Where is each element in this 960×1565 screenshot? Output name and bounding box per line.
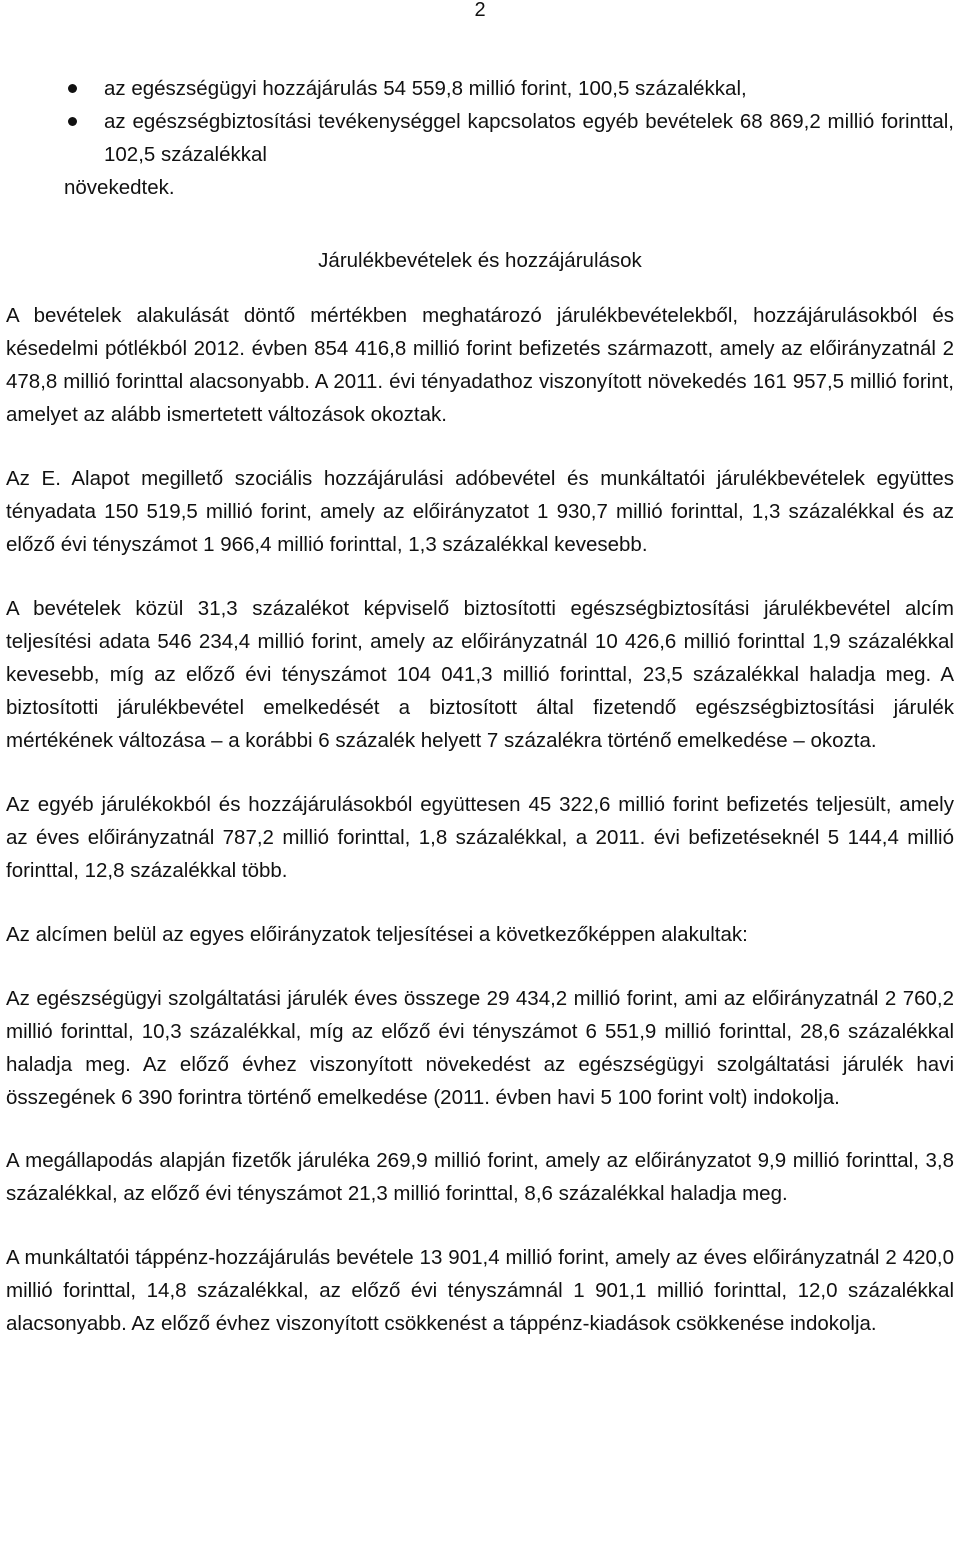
- bullet-item: [6, 105, 954, 171]
- paragraph-intro: Az alcímen belül az egyes előirányzatok teljesítései a következőképpen alakultak:: [6, 923, 748, 946]
- bullet-list: [6, 72, 954, 171]
- bullet-icon: [68, 117, 77, 126]
- paragraph-social-tax: Az E. Alapot megillető szociális hozzájárulási adóbevétel és munkáltatói járulékbevételek együttes tényadata 150 519,5 millió forint, amely az előirányzatot 1 930,7 millió forinttal, 1,3 százalékkal és az előző évi tényszámot 1 966,4 millió forinttal, 1,3 százalékkal kevesebb.: [6, 467, 954, 556]
- paragraph-agreement-payers: A megállapodás alapján fizetők járuléka 269,9 millió forint, amely az előirányzatot 9,9 millió forinttal, 3,8 százalékkal, az előző évi tényszámot 21,3 millió forinttal, 8,6 százalékkal haladja meg.: [6, 1149, 954, 1205]
- bullet-text: az egészségügyi hozzájárulás 54 559,8 millió forint, 100,5 százalékkal,: [104, 77, 747, 100]
- paragraph-sick-pay-contribution: A munkáltatói táppénz-hozzájárulás bevétele 13 901,4 millió forint, amely az éves előirányzatnál 2 420,0 millió forinttal, 14,8 százalékkal, az előző évi tényszámnál 1 901,1 millió forinttal, 12,0 százalékkal alacsonyabb. Az előző évhez viszonyított csökkenést a táppénz-kiadások csökkenése indokolja.: [6, 1246, 954, 1335]
- paragraph-health-service-contribution: Az egészségügyi szolgáltatási járulék éves összege 29 434,2 millió forint, ami az előirányzatnál 2 760,2 millió forinttal, 10,3 százalékkal, míg az előző évi tényszámot 6 551,9 millió forinttal, 28,6 százalékkal haladja meg. Az előző évhez viszonyított növekedést az egészségügyi szolgáltatási járulék havi összegének 6 390 forintra történő emelkedése (2011. évben havi 5 100 forint volt) indokolja.: [6, 987, 954, 1109]
- bullet-item: [6, 72, 954, 105]
- bullet-list-tail: növekedtek.: [64, 176, 175, 199]
- section-heading: Járulékbevételek és hozzájárulások: [318, 249, 642, 272]
- bullet-icon: [68, 84, 77, 93]
- paragraph-other-contributions: Az egyéb járulékokból és hozzájárulásokból együttesen 45 322,6 millió forint befizetés teljesült, amely az éves előirányzatnál 787,2 millió forinttal, 1,8 százalékkal, a 2011. évi befizetéseknél 5 144,4 millió forinttal, 12,8 százalékkal több.: [6, 793, 954, 882]
- paragraph-contributions: A bevételek alakulását döntő mértékben meghatározó járulékbevételekből, hozzájárulásokból és késedelmi pótlékból 2012. évben 854 416,8 millió forint befizetés származott, amely az előirányzatnál 2 478,8 millió forinttal alacsonyabb. A 2011. évi tényadathoz viszonyított növekedés 161 957,5 millió forint, amelyet az alább ismertetett változások okoztak.: [6, 304, 954, 426]
- document-body: [6, 72, 954, 1371]
- page-number: 2: [474, 0, 486, 21]
- paragraph-insured-contribution: A bevételek közül 31,3 százalékot képviselő biztosítotti egészségbiztosítási járulékbevétel alcím teljesítési adata 546 234,4 millió forint, amely az előirányzatnál 10 426,6 millió forinttal 1,9 százalékkal kevesebb, míg az előző évi tényszámot 104 041,3 millió forinttal, 23,5 százalékkal haladja meg. A biztosítotti járulékbevétel emelkedését a biztosított által fizetendő egészségbiztosítási járulék mértékének változása – a korábbi 6 százalék helyett 7 százalékra történő emelkedése – okozta.: [6, 597, 954, 752]
- bullet-text: az egészségbiztosítási tevékenységgel kapcsolatos egyéb bevételek 68 869,2 millió forinttal, 102,5 százalékkal: [104, 110, 954, 166]
